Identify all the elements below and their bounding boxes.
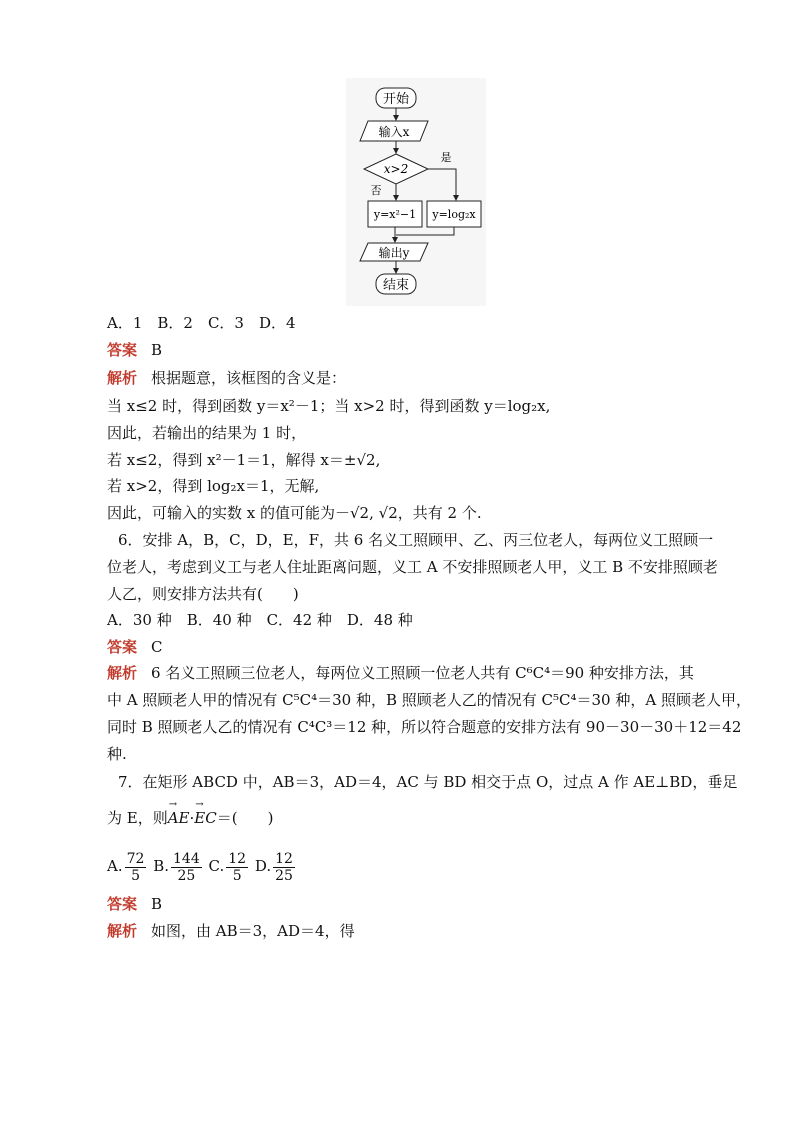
q6-analysis-2: 中 A 照顾老人甲的情况有 C⁵C⁴＝30 种，B 照顾老人乙的情况有 C⁵C⁴＝30 种，A 照顾老人甲， <box>107 691 751 709</box>
q5-line2: 因此，若输出的结果为 1 时， <box>107 424 307 442</box>
condition-text: x>2 <box>383 162 409 176</box>
q7-stem-2: 为 E，则→ AE·→ EC＝( ) <box>107 808 273 828</box>
option-d-fraction: $\frac{12}{25}$ <box>275 850 293 884</box>
q6-analysis-3: 同时 B 照顾老人乙的情况有 C⁴C³＝12 种，所以符合题意的安排方法有 90－30－30＋12＝42 <box>107 718 742 736</box>
q5-options: A．1 B．2 C．3 D．4 <box>107 314 296 332</box>
q6-stem-2: 位老人，考虑到义工与老人住址距离问题，义工 A 不安排照顾老人甲，义工 B 不安排照顾老 <box>107 558 718 576</box>
q5-line5: 因此，可输入的实数 x 的值可能为－√2, √2，共有 2 个. <box>107 504 482 522</box>
no-label: 否 <box>370 184 382 197</box>
option-c-fraction: $\frac{12}{5}$ <box>228 850 247 884</box>
q6-stem-1: 6．安排 A，B，C，D，E，F，共 6 名义工照顾甲、乙、丙三位老人，每两位义工照顾一 <box>118 531 714 549</box>
start-text: 开始 <box>382 92 410 107</box>
option-a-fraction: $\frac{72}{5}$ <box>126 850 145 884</box>
vector-ec: → EC <box>194 808 216 828</box>
q7-answer: 答案 B <box>107 895 163 913</box>
q7-options: A. $\frac{72}{5}$ B. $\frac{144}{25}$ C. $\frac{12}{5}$ D. $\frac{12}{25}$ <box>107 850 293 884</box>
q6-options: A．30 种 B．40 种 C．42 种 D．48 种 <box>107 611 413 629</box>
q6-stem-3: 人乙，则安排方法共有( ) <box>107 585 299 603</box>
q7-stem-1: 7．在矩形 ABCD 中，AB＝3，AD＝4，AC 与 BD 相交于点 O，过点 A 作 AE⊥BD，垂足 <box>118 773 738 791</box>
q5-line1: 当 x≤2 时，得到函数 y＝x²－1；当 x>2 时，得到函数 y＝log₂x, <box>107 397 551 415</box>
output-text: 输出y <box>378 246 410 260</box>
q5-line3: 若 x≤2，得到 x²－1＝1，解得 x＝±√2, <box>107 451 381 469</box>
option-b-fraction: $\frac{144}{25}$ <box>173 850 200 884</box>
process-yes-text: y=log₂x <box>432 208 476 221</box>
q6-analysis-4: 种. <box>107 745 127 763</box>
q7-analysis: 解析 如图，由 AB＝3，AD＝4，得 <box>107 922 355 940</box>
q6-answer: 答案 C <box>107 638 163 656</box>
flowchart <box>346 78 486 306</box>
q6-analysis-1: 解析 6 名义工照顾三位老人，每两位义工照顾一位老人共有 C⁶C⁴＝90 种安排方法，其 <box>107 664 694 682</box>
q5-analysis-intro: 解析 根据题意，该框图的含义是： <box>107 369 347 387</box>
process-no-text: y=x²−1 <box>373 208 417 221</box>
q5-line4: 若 x>2，得到 log₂x＝1，无解, <box>107 477 320 495</box>
end-text: 结束 <box>382 278 410 293</box>
flowchart-svg <box>346 78 486 306</box>
q5-answer: 答案 B <box>107 341 163 359</box>
yes-label: 是 <box>440 151 452 164</box>
vector-ae: → AE <box>168 808 190 828</box>
input-text: 输入x <box>378 125 410 139</box>
